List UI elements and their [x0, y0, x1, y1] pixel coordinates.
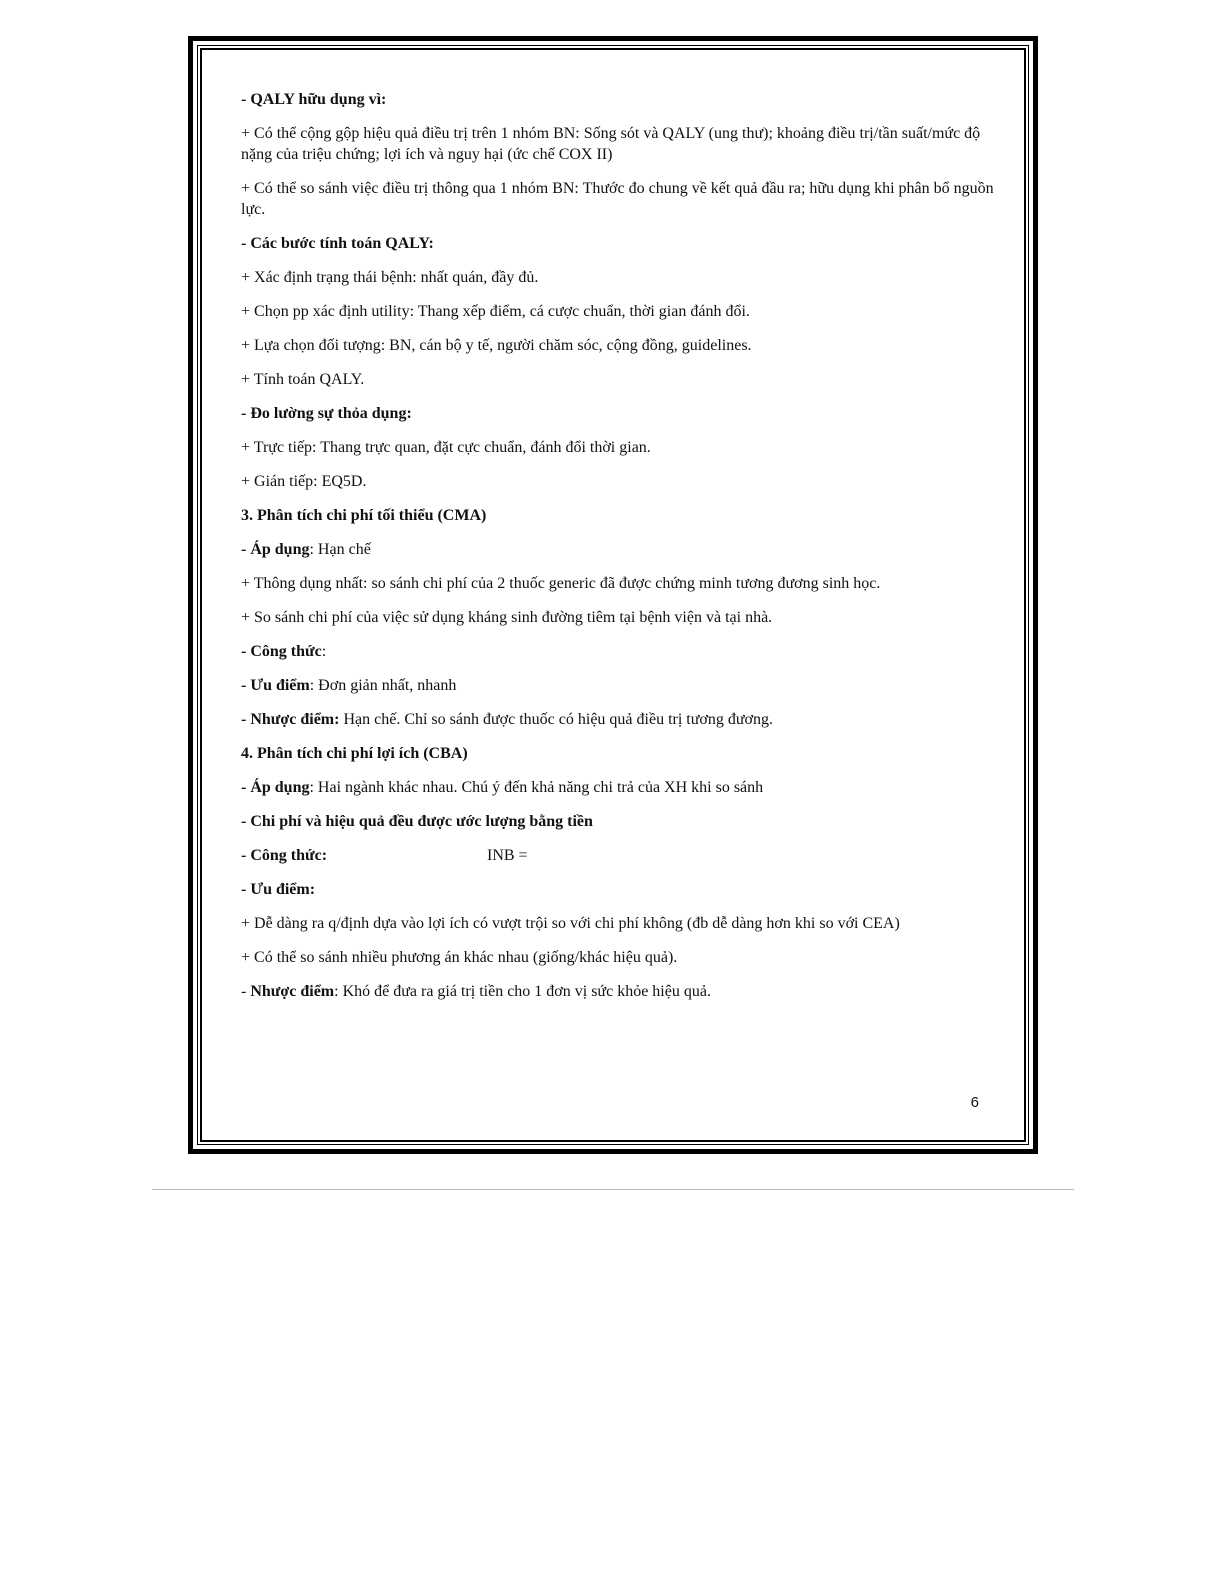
cba-apply-text: : Hai ngành khác nhau. Chú ý đến khả năng chi trả của XH khi so sánh	[309, 779, 764, 796]
qaly-useful-point-1: + Có thể cộng gộp hiệu quả điều trị trên 1 nhóm BN: Sống sót và QALY (ung thư); khoảng điều trị/tần suất/mức độ nặng của triệu chứng; lợi ích và nguy hại (ức chế COX II)	[241, 125, 981, 163]
cma-pros-label: - Ưu điểm	[241, 677, 310, 694]
cba-apply-label: - Áp dụng	[241, 779, 310, 796]
cba-formula-label: - Công thức:	[241, 847, 328, 864]
qaly-step: + Lựa chọn đối tượng: BN, cán bộ y tế, người chăm sóc, cộng đồng, guidelines.	[241, 337, 752, 354]
page-frame	[188, 36, 1038, 1154]
cba-heading: 4. Phân tích chi phí lợi ích (CBA)	[241, 745, 468, 762]
cma-apply-text: : Hạn chế	[309, 541, 371, 558]
cma-pros-text: : Đơn giản nhất, nhanh	[309, 677, 457, 694]
cma-item: + So sánh chi phí của việc sử dụng kháng sinh đường tiêm tại bệnh viện và tại nhà.	[241, 609, 773, 626]
cba-formula-value: INB =	[487, 847, 528, 864]
cma-apply	[241, 539, 997, 560]
utility-measure-item: + Trực tiếp: Thang trực quan, đặt cực chuẩn, đánh đổi thời gian.	[241, 439, 651, 456]
page-separator	[152, 1189, 1074, 1190]
cba-cons-text: : Khó để đưa ra giá trị tiền cho 1 đơn vị sức khỏe hiệu quả.	[334, 983, 711, 1000]
qaly-step: + Xác định trạng thái bệnh: nhất quán, đầy đủ.	[241, 269, 539, 286]
cma-heading: 3. Phân tích chi phí tối thiểu (CMA)	[241, 507, 487, 524]
cba-pros-label: - Ưu điểm:	[241, 881, 316, 898]
cba-cons-dash: -	[241, 983, 251, 1000]
cma-item: + Thông dụng nhất: so sánh chi phí của 2 thuốc generic đã được chứng minh tương đương sinh học.	[241, 575, 881, 592]
cba-money-line: - Chi phí và hiệu quả đều được ước lượng bằng tiền	[241, 813, 593, 830]
cma-apply-label: - Áp dụng	[241, 541, 310, 558]
cma-formula-label: - Công thức	[241, 643, 322, 660]
qaly-useful-heading: - QALY hữu dụng vì:	[241, 91, 387, 108]
cma-pros	[241, 675, 997, 696]
cba-pros-item: + Có thể so sánh nhiều phương án khác nhau (giống/khác hiệu quả).	[241, 949, 678, 966]
cma-cons	[241, 709, 997, 730]
qaly-step: + Tính toán QALY.	[241, 371, 365, 388]
qaly-step: + Chọn pp xác định utility: Thang xếp điểm, cá cược chuẩn, thời gian đánh đổi.	[241, 303, 750, 320]
page-content	[241, 89, 997, 1015]
page-number: 6	[970, 1094, 979, 1111]
cma-cons-text: Hạn chế. Chỉ so sánh được thuốc có hiệu quả điều trị tương đương.	[339, 711, 773, 728]
cba-pros-item: + Dễ dàng ra q/định dựa vào lợi ích có vượt trội so với chi phí không (đb dễ dàng hơn khi so với CEA)	[241, 915, 900, 932]
cba-cons	[241, 981, 997, 1002]
cba-apply	[241, 777, 997, 798]
qaly-useful-point-2: + Có thể so sánh việc điều trị thông qua 1 nhóm BN: Thước đo chung về kết quả đầu ra; hữu dụng khi phân bổ nguồn lực.	[241, 180, 994, 218]
cba-cons-label: Nhược điểm	[250, 983, 335, 1000]
cma-formula	[241, 641, 997, 662]
utility-measure-heading: - Đo lường sự thỏa dụng:	[241, 405, 412, 422]
qaly-steps-heading: - Các bước tính toán QALY:	[241, 235, 434, 252]
cma-formula-text: :	[321, 643, 327, 660]
utility-measure-item: + Gián tiếp: EQ5D.	[241, 473, 367, 490]
cma-cons-label: - Nhược điểm:	[241, 711, 340, 728]
cba-formula	[241, 845, 997, 866]
